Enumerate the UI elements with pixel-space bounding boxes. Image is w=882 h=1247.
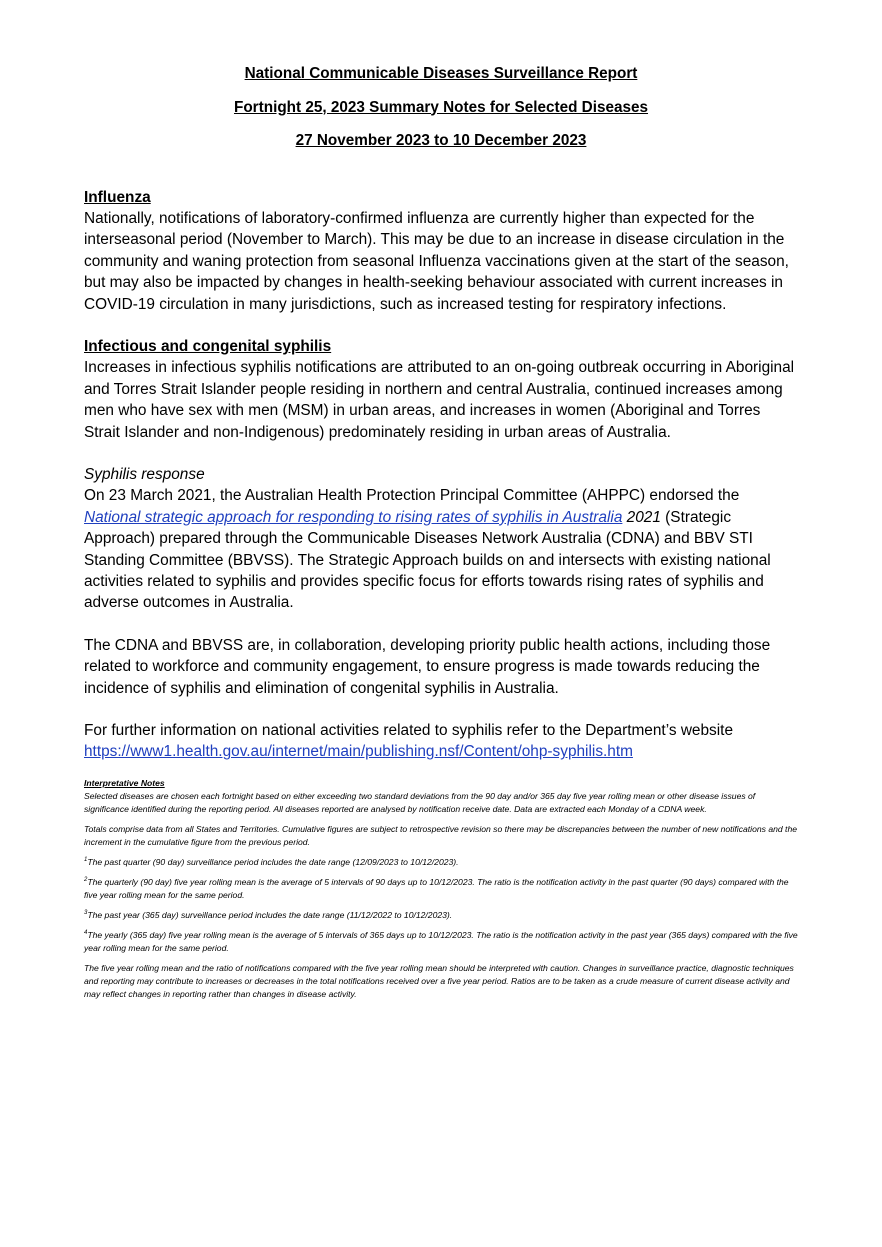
note-4 [84,929,798,955]
response-text-start: On 23 March 2021, the Australian Health Protection Principal Committee (AHPPC) endorsed the [84,487,740,505]
note-3 [84,909,798,922]
report-title: National Communicable Diseases Surveillance Report [244,65,638,82]
note-2-mark: 2 [84,876,88,883]
cdna-paragraph: The CDNA and BBVSS are, in collaboration, developing priority public health actions, including those related to workforce and community engagement, to ensure progress is made towards reducing the incidence of syphilis and elimination of congenital syphilis in Australia. [84,636,771,697]
note-3-mark: 3 [84,909,88,916]
note-1-mark: 1 [84,856,88,863]
syphilis-heading: Infectious and congenital syphilis [84,337,332,355]
further-info-text: For further information on national activities related to syphilis refer to the Department’s website [84,722,733,740]
note-1-text: The past quarter (90 day) surveillance period includes the date range (12/09/2023 to 10/12/2023). [87,856,459,867]
interpretative-notes [84,777,798,1001]
notes-heading: Interpretative Notes [84,777,165,788]
note-2-text: The quarterly (90 day) five year rolling mean is the average of 5 intervals of 90 days up to 10/12/2023. The ratio is the notification activity in the past quarter (90 days) compared with the five year rolling mean for the same period. [84,876,789,900]
note-3-text: The past year (365 day) surveillance period includes the date range (11/12/2022 to 10/12/2023). [87,909,453,920]
syphilis-paragraph: Increases in infectious syphilis notifications are attributed to an on-going outbreak occurring in Aboriginal and Torres Strait Islander people residing in northern and central Australia, continued increases among men who have sex with men (MSM) in urban areas, and increases in women (Aboriginal and Torres Strait Islander and non-Indigenous) predominately residing in urban areas of Australia. [84,359,795,441]
response-text-end: (Strategic Approach) prepared through the Communicable Diseases Network Australia (CDNA) and BBV STI Standing Committee (BBVSS). The Strategic Approach builds on and intersects with existing national activities related to syphilis and provides specific focus for efforts towards rising rates of syphilis and adverse outcomes in Australia. [84,508,771,612]
influenza-heading: Influenza [84,188,151,206]
notes-paragraph-caution: The five year rolling mean and the ratio of notifications compared with the five year rolling mean should be interpreted with caution. Changes in surveillance practice, diagnostic techniques and reporting may contribute to increases or decreases in the total notifications received over a five year period. Ratios are to be taken as a crude measure of current disease activity and may reflect changes in reporting rather than changes in disease activity. [84,962,794,999]
notes-paragraph-selection: Selected diseases are chosen each fortnight based on either exceeding two standard deviations from the 90 day and/or 365 day five year rolling mean or other disease issues of significance identified during the reporting period. All diseases reported are analysed by notification receive date. Data are extracted each Monday of a CDNA week. [84,790,756,814]
note-4-mark: 4 [84,929,88,936]
strategic-approach-link[interactable]: National strategic approach for responding to rising rates of syphilis in Australia [84,508,623,526]
response-year: 2021 [622,508,661,526]
influenza-section [84,187,798,315]
report-subtitle: Fortnight 25, 2023 Summary Notes for Selected Diseases [233,98,649,116]
report-header [84,0,798,151]
influenza-paragraph: Nationally, notifications of laboratory-confirmed influenza are currently higher than expected for the interseasonal period (November to March). This may be due to an increase in disease circulation in the community and waning protection from seasonal Influenza vaccinations given at the start of the season, but may also be impacted by changes in health-seeking behaviour associated with current increases in COVID-19 circulation in many jurisdictions, such as increased testing for respiratory infections. [84,209,789,313]
note-4-text: The yearly (365 day) five year rolling mean is the average of 5 intervals of 365 days up to 10/12/2023. The ratio is the notification activity in the past year (365 days) compared with the five year rolling mean for the same period. [84,929,798,953]
syphilis-website-link[interactable]: https://www1.health.gov.au/internet/main/publishing.nsf/Content/ohp-syphilis.htm [84,743,633,761]
note-1 [84,856,798,869]
syphilis-response-heading: Syphilis response [84,465,205,483]
syphilis-section [84,336,798,763]
syphilis-response-paragraph [84,485,798,613]
note-2 [84,876,798,902]
notes-paragraph-totals: Totals comprise data from all States and Territories. Cumulative figures are subject to retrospective revision so there may be discrepancies between the number of new notifications and the increment in the cumulative figure from the previous period. [84,823,798,847]
report-date-range: 27 November 2023 to 10 December 2023 [295,132,587,149]
